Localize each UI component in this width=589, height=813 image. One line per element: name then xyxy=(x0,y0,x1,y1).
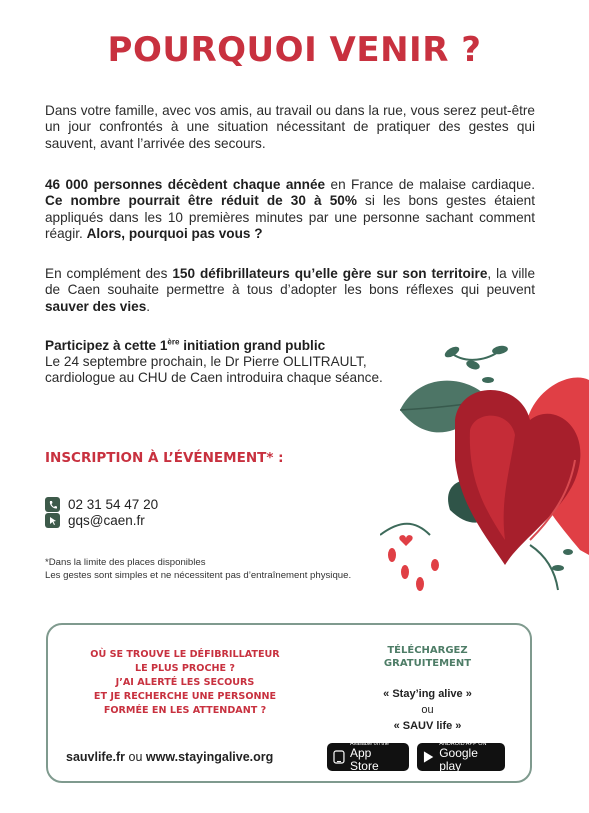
inscription-heading: INSCRIPTION À L’ÉVÉNEMENT* : xyxy=(45,450,284,466)
event-bold-b: initiation grand public xyxy=(179,337,326,353)
google-small-text: ANDROID APP ON xyxy=(439,741,487,747)
app-names xyxy=(345,686,510,734)
footnote-line-1: *Dans la limite des places disponibles xyxy=(45,557,206,568)
event-line-3: cardiologue au CHU de Caen introduira chaque séance. xyxy=(45,370,383,386)
email-address[interactable]: gqs@caen.fr xyxy=(68,513,145,528)
contact-email-row[interactable] xyxy=(45,513,145,528)
event-bold-a: Participez à cette 1 xyxy=(45,337,168,353)
question-line: OÙ SE TROUVE LE DÉFIBRILLATEUR xyxy=(90,649,280,660)
app-name-2: « SAUV life » xyxy=(393,720,462,732)
event-sup: ère xyxy=(167,337,180,346)
stat-bold-2: Ce nombre pourrait être réduit de 30 à 50% xyxy=(45,193,357,209)
defib-text-3: . xyxy=(146,298,151,314)
download-heading xyxy=(345,644,510,670)
questions-block xyxy=(65,648,305,718)
heart-illustration xyxy=(380,340,589,595)
footnote-line-2: Les gestes sont simples et ne nécessitent pas d’entraînement physique. xyxy=(45,570,352,581)
google-play-badge[interactable] xyxy=(417,743,505,771)
defib-bold-2: sauver des vies xyxy=(45,298,147,314)
event-paragraph xyxy=(45,334,405,387)
stat-bold-1: 46 000 personnes décèdent chaque année xyxy=(45,177,326,192)
site-link-stayingalive[interactable]: www.stayingalive.org xyxy=(145,750,274,764)
phone-number[interactable]: 02 31 54 47 20 xyxy=(68,497,159,512)
event-bold xyxy=(45,338,325,353)
question-line: FORMÉE EN LES ATTENDANT ? xyxy=(103,705,267,716)
stat-text-2: si les bons gestes étaient appliqués dans les 10 premières minutes par une personne sachant comment réagir. xyxy=(45,193,536,242)
event-line-2: Le 24 septembre prochain, le Dr Pierre OLLITRAULT, xyxy=(45,353,367,369)
app-or: ou xyxy=(421,704,434,716)
footnote xyxy=(45,556,351,582)
google-big-text: Google play xyxy=(439,746,478,773)
phone-icon xyxy=(45,497,60,512)
small-heart xyxy=(399,535,412,546)
play-icon xyxy=(423,750,434,764)
websites xyxy=(66,750,273,764)
download-line-2: GRATUITEMENT xyxy=(383,658,472,669)
site-or: ou xyxy=(125,750,146,764)
cursor-icon xyxy=(45,513,60,528)
question-line: ET JE RECHERCHE UNE PERSONNE xyxy=(93,691,277,702)
download-line-1: TÉLÉCHARGEZ xyxy=(387,645,468,656)
defib-bold-1: 150 défibrillateurs qu’elle gère sur son territoire xyxy=(172,266,488,281)
question-line: J’AI ALERTÉ LES SECOURS xyxy=(115,677,255,688)
defib-text-1: En complément des xyxy=(45,266,173,281)
appstore-small-text: Available on the xyxy=(349,741,389,747)
apple-icon xyxy=(333,750,345,764)
defib-text-2: , la ville de Caen souhaite permettre à tous d’adopter les bons réflexes qui peuvent xyxy=(45,266,536,298)
defibrillator-paragraph xyxy=(45,266,535,315)
stat-bold-3: Alors, pourquoi pas vous ? xyxy=(86,226,263,242)
contact-phone-row[interactable] xyxy=(45,497,158,512)
site-link-sauvlife[interactable]: sauvlife.fr xyxy=(66,750,126,764)
intro-paragraph: Dans votre famille, avec vos amis, au travail ou dans la rue, vous serez peut-être un jour confrontés à une situation nécessitant de pratiquer des gestes qui sauvent, avant l’arrivée des secours. xyxy=(45,103,535,151)
question-line: LE PLUS PROCHE ? xyxy=(135,663,235,674)
page-title: POURQUOI VENIR ? xyxy=(107,30,482,70)
stat-text-1: en France de malaise cardiaque. xyxy=(325,177,535,192)
statistics-paragraph xyxy=(45,177,535,243)
appstore-big-text: App Store xyxy=(349,746,379,773)
app-name-1: « Stay’ing alive » xyxy=(383,688,472,700)
app-store-badge[interactable] xyxy=(327,743,409,771)
